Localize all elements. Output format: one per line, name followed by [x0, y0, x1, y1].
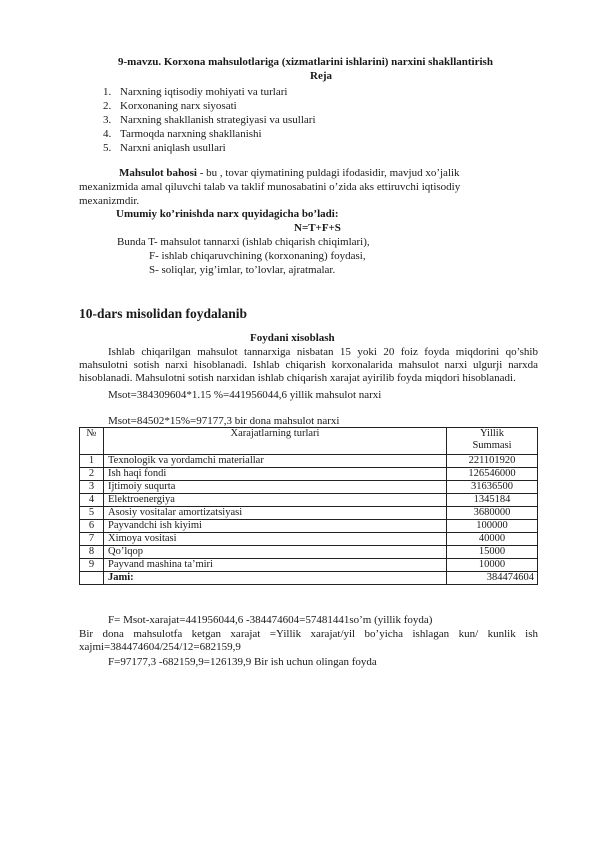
expenses-table [79, 427, 538, 585]
table-total-row [80, 572, 538, 585]
col-number-header: № [80, 428, 104, 455]
result-paragraph: Bir dona mahsulotfa ketgan xarajat =Yillik xarajat/yil bo’yicha ishlagan kun/ kunlik ish xajmi=384474604/254/12=682159,9 [79, 628, 538, 653]
formula-explanation: Bunda T- mahsulot tannarxi (ishlab chiqarish chiqimlari), [117, 236, 370, 248]
section-title: 10-dars misolidan foydalanib [79, 306, 248, 321]
reja-item: 4. Tarmoqda narxning shakllanishi [103, 128, 262, 140]
reja-item: 1. Narxning iqtisodiy mohiyati va turlari [103, 86, 288, 98]
formula-heading: Umumiy ko’rinishda narx quyidagicha bo’ladi: [116, 208, 339, 220]
calc-line: Msot=84502*15%=97177,3 bir dona mahsulot narxi [108, 415, 340, 427]
table-row: 7 Ximoya vositasi 40000 [80, 533, 538, 546]
table-row: 8 Qo’lqop 15000 [80, 546, 538, 559]
document-title: 9-mavzu. Korxona mahsulotlariga (xizmatlarini ishlarini) narxini shakllantirish [118, 56, 493, 68]
definition-term: Mahsulot bahosi [119, 167, 197, 179]
total-label: Jami: [104, 572, 447, 585]
reja-item: 2. Korxonaning narx siyosati [103, 100, 237, 112]
result-line: F=97177,3 -682159,9=126139,9 Bir ish uchun olingan foyda [108, 656, 377, 668]
definition-line: mexanizmida amal qiluvchi talab va taklif munosabatini o’zida aks ettiruvchi iqtisodiy [79, 181, 461, 193]
result-line: F= Msot-xarajat=441956044,6 -384474604=57481441so’m (yillik foyda) [108, 614, 433, 626]
total-sum: 384474604 [447, 572, 538, 585]
table-header-row [80, 428, 538, 455]
formula-explanation: F- ishlab chiqaruvchining (korxonaning) foydasi, [149, 250, 366, 262]
table-row: 1 Texnologik va yordamchi materiallar 221101920 [80, 455, 538, 468]
paragraph: Ishlab chiqarilgan mahsulot tannarxiga nisbatan 15 yoki 20 foiz foyda miqdorini qo’shib mahsulotni sotish narxi hisoblanadi. Ishlab chiqarish korxonalarida mahsulot narxi ulgurji narxda hisoblanadi. Mahsulotni sotish narxidan ishlab chiqarish xarajat ayirilib foyda miqdori hisoblanadi. [79, 346, 538, 384]
formula: N=T+F+S [294, 222, 341, 234]
definition-line: mexanizmdir. [79, 195, 140, 207]
definition-line: Mahsulot bahosi - bu , tovar qiymatining puldagi ifodasidir, mavjud xo’jalik [119, 167, 460, 179]
col-type-header: Xarajatlarning turlari [104, 428, 447, 455]
table-row: 9 Payvand mashina ta’miri 10000 [80, 559, 538, 572]
reja-item: 3. Narxning shakllanish strategiyasi va usullari [103, 114, 316, 126]
subsection-title: Foydani xisoblash [250, 332, 335, 344]
table-row: 2 Ish haqi fondi 126546000 [80, 468, 538, 481]
table-row: 6 Payvandchi ish kiyimi 100000 [80, 520, 538, 533]
table-row: 3 Ijtimoiy suqurta 31636500 [80, 481, 538, 494]
reja-item: 5. Narxni aniqlash usullari [103, 142, 226, 154]
formula-explanation: S- soliqlar, yig’imlar, to’lovlar, ajratmalar. [149, 264, 336, 276]
table-row: 5 Asosiy vositalar amortizatsiyasi 3680000 [80, 507, 538, 520]
calc-line: Msot=384309604*1.15 %=441956044,6 yillik mahsulot narxi [108, 389, 382, 401]
reja-label: Reja [310, 70, 332, 82]
table-row: 4 Elektroenergiya 1345184 [80, 494, 538, 507]
col-sum-header: Yillik Summasi [447, 428, 538, 455]
